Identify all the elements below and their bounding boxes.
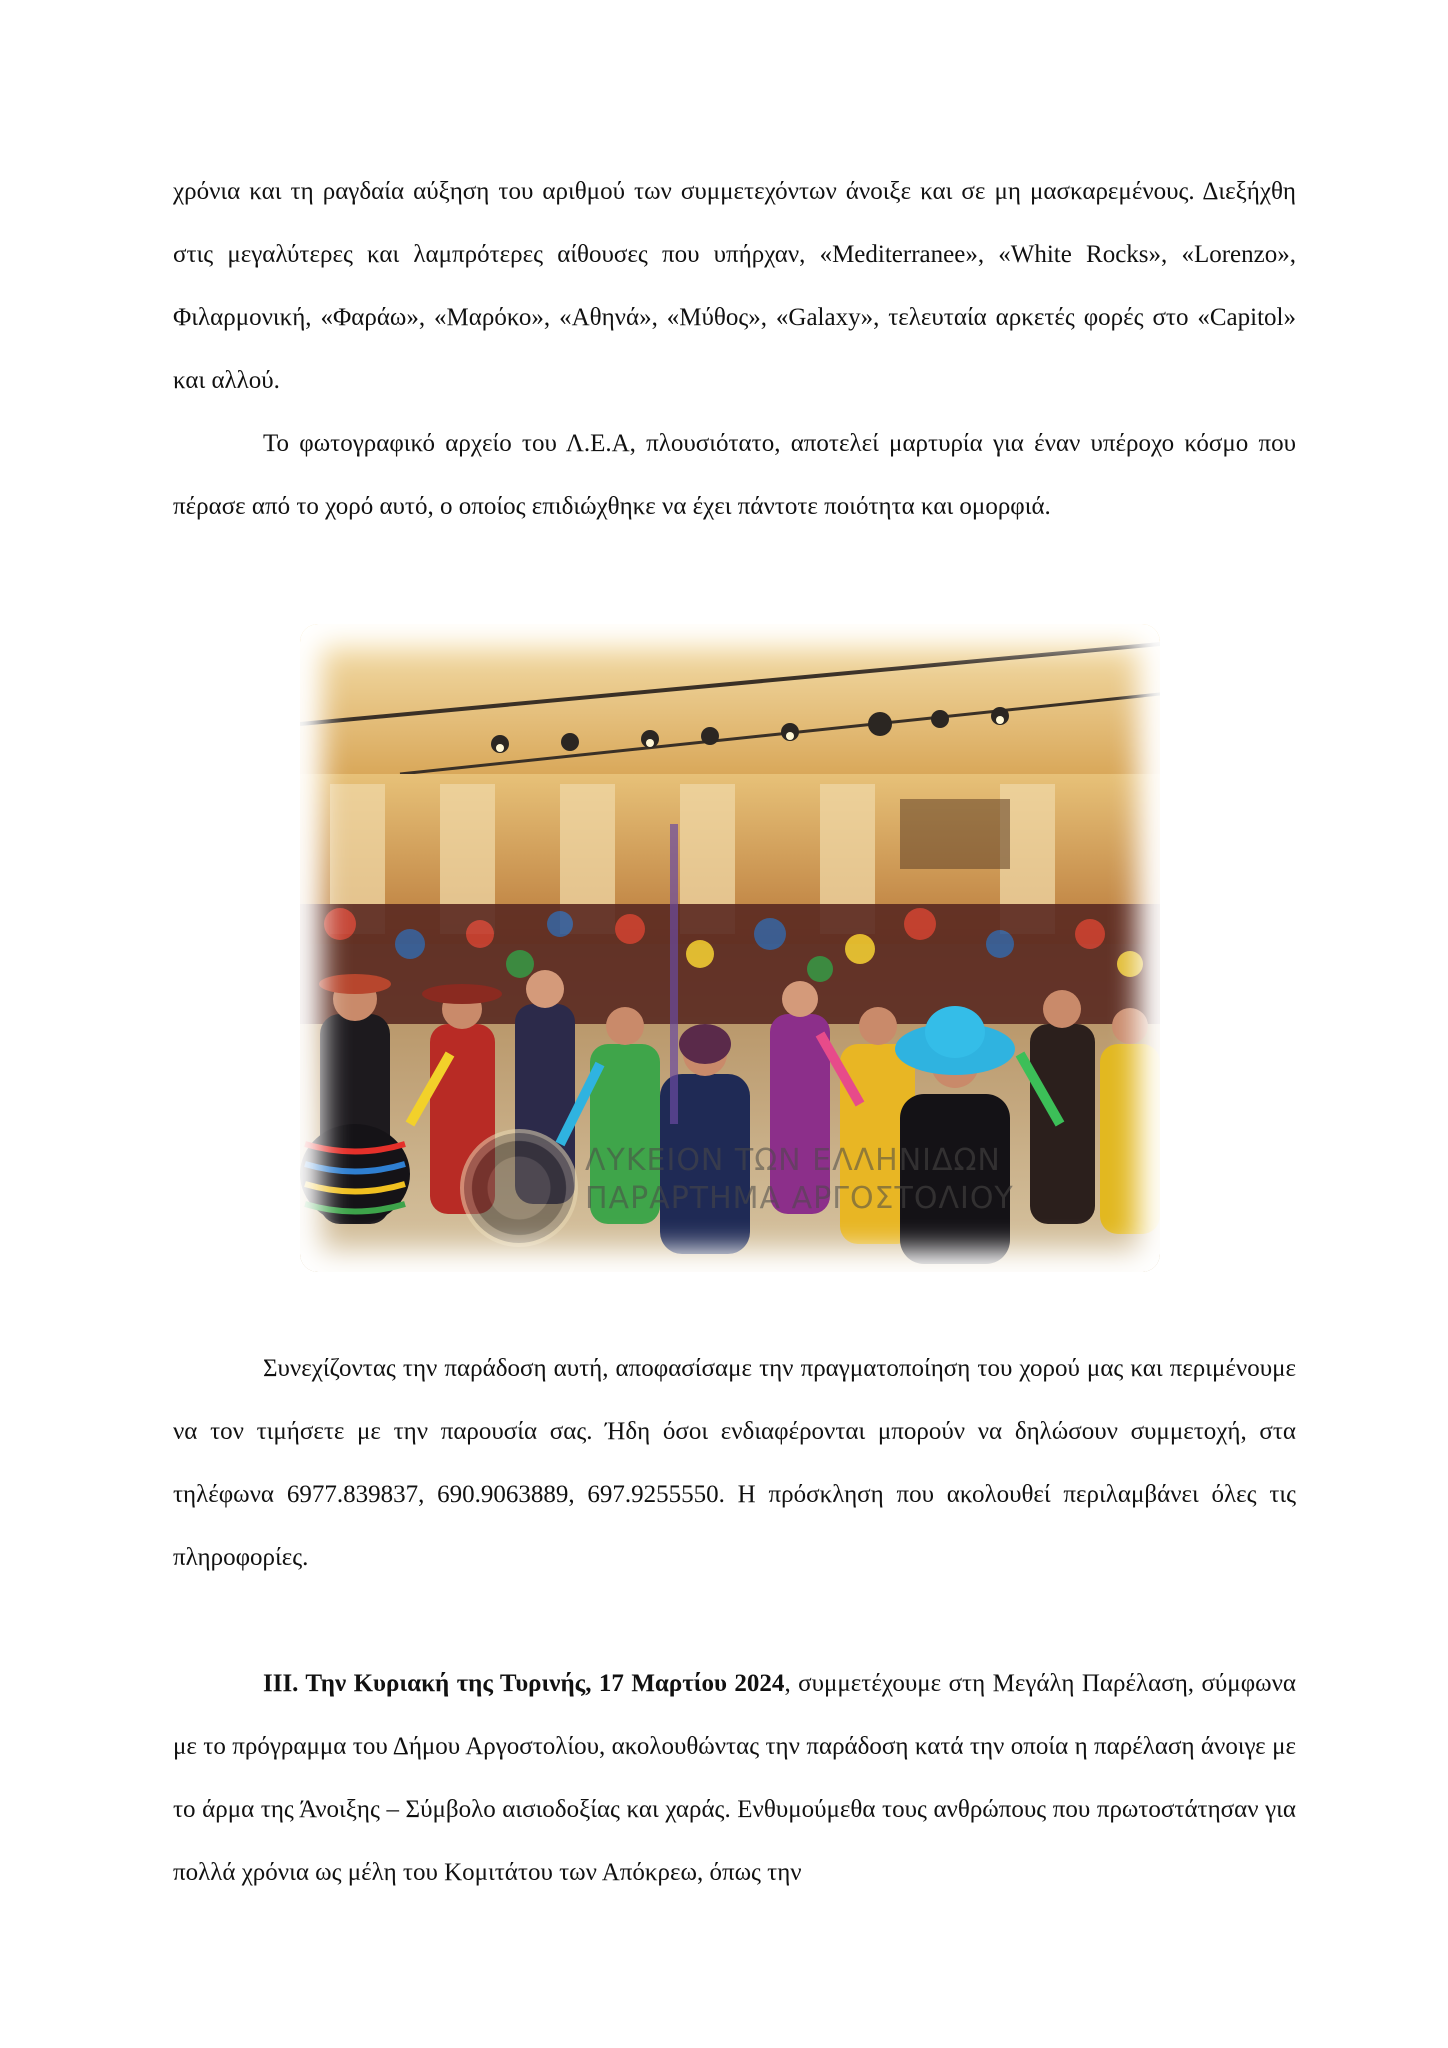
paragraph-photo-archive: Το φωτογραφικό αρχείο του Λ.Ε.Α, πλουσιότατο, αποτελεί μαρτυρία για έναν υπέροχο κόσμο που πέρασε από το χορό αυτό, ο οποίος επιδιώχθηκε να έχει πάντοτε ποιότητα και ομορφιά. (173, 430, 1296, 520)
lyceum-seal-icon (460, 1129, 578, 1247)
paragraph-venues: χρόνια και τη ραγδαία αύξηση του αριθμού των συμμετεχόντων άνοιξε και σε μη μασκαρεμένους. Διεξήχθη στις μεγαλύτερες και λαμπρότερες αίθουσες που υπήρχαν, «Mediterranee», «White Rocks», «Lorenzo», Φιλαρμονική, «Φαράω», «Μαρόκο», «Αθηνά», «Μύθος», «Galaxy», τελευταία αρκετές φορές στο «Capitol» και αλλού. (173, 178, 1296, 394)
photo-watermark (460, 1129, 1020, 1249)
parade-date-heading: ΙΙΙ. Την Κυριακή της Τυρινής, 17 Μαρτίου 2024 (263, 1670, 785, 1697)
watermark-line-1: ΛΥΚΕΙΟΝ ΤΩΝ ΕΛΛΗΝΙΔΩΝ (585, 1143, 1001, 1178)
paragraph-invitation: Συνεχίζοντας την παράδοση αυτή, αποφασίσαμε την πραγματοποίηση του χορού μας και περιμένουμε να τον τιμήσετε με την παρουσία σας. Ήδη όσοι ενδιαφέρονται μπορούν να δηλώσουν συμμετοχή, στα τηλέφωνα 6977.839837, 690.9063889, 697.9255550. Η πρόσκληση που ακολουθεί περιλαμβάνει όλες τις πληροφορίες. (173, 1355, 1296, 1571)
carnival-dance-photo (300, 624, 1160, 1272)
parade-description: , συμμετέχουμε στη Μεγάλη Παρέλαση, σύμφωνα με το πρόγραμμα του Δήμου Αργοστολίου, ακολουθώντας την παράδοση κατά την οποία η παρέλαση άνοιγε με το άρμα της Άνοιξης – Σύμβολο αισιοδοξίας και χαράς. Ενθυμούμεθα τους ανθρώπους που πρωτοστάτησαν για πολλά χρόνια ως μέλη του Κομιτάτου των Απόκρεω, όπως την (173, 1670, 1296, 1886)
watermark-line-2: ΠΑΡΑΡΤΗΜΑ ΑΡΓΟΣΤΟΛΙΟΥ (585, 1181, 1014, 1216)
paragraph-parade (173, 1652, 1296, 1904)
